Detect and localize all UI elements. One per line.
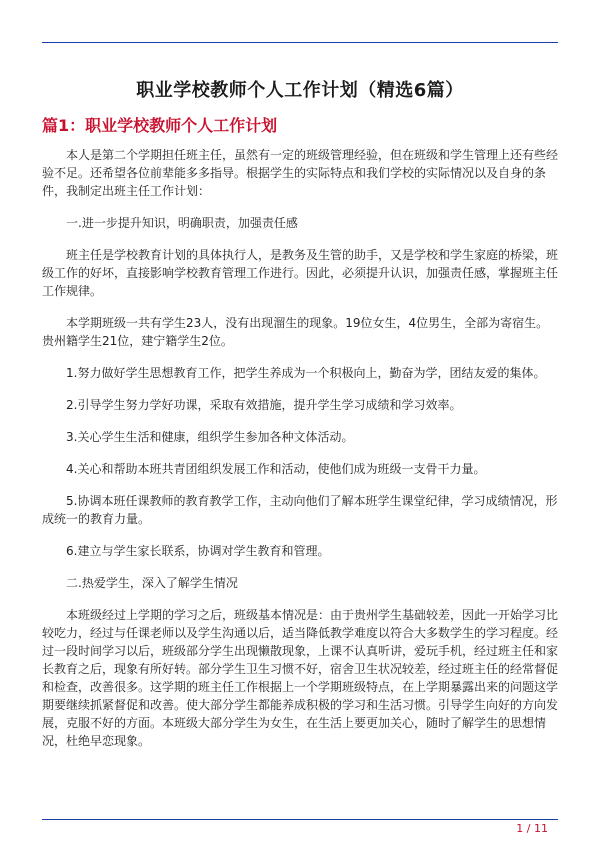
section-heading: 篇1：职业学校教师个人工作计划 — [42, 116, 278, 135]
paragraph-heading-2: 二.热爱学生，深入了解学生情况 — [66, 576, 238, 590]
list-item-5: 5.协调本班任课教师的教育教学工作，主动向他们了解本班学生课堂纪律，学习成绩情况，形成统一的教育力量。 — [42, 494, 558, 526]
paragraph-class-situation: 本班级经过上学期的学习之后，班级基本情况是：由于贵州学生基础较差，因此一开始学习比较吃力，经过与任课老师以及学生沟通以后，适当降低教学难度以符合大多数学生的学习程度。经过一段时间学习以后，班级部分学生出现懒散现象，上课不认真听讲，爱玩手机，经过班主任和家长教育之后，现象有所好转。部分学生卫生习惯不好，宿舍卫生状况较差，经过班主任的经常督促和检查，改善很多。这学期的班主任工作根据上一个学期班级特点，在上学期暴露出来的问题这学期要继续抓紧督促和改善。使大部分学生都能养成积极的学习和生活习惯。引导学生向好的方向发展，克服不好的方面。本班级大部分学生为女生，在生活上要更加关心，随时了解学生的思想情况，杜绝早恋现象。 — [42, 608, 559, 748]
list-item-2: 2.引导学生努力学好功课，采取有效措施，提升学生学习成绩和学习效率。 — [66, 398, 462, 412]
document-title: 职业学校教师个人工作计划（精选6篇） — [136, 80, 464, 101]
page-number: 1 / 11 — [516, 822, 548, 835]
paragraph-intro: 本人是第二个学期担任班主任，虽然有一定的班级管理经验，但在班级和学生管理上还有些经验不足。还希望各位前辈能多多指导。根据学生的实际特点和我们学校的实际情况以及自身的条件，我制定出班主任工作计划： — [42, 148, 559, 198]
paragraph-class-info: 本学期班级一共有学生23人，没有出现溜生的现象。19位女生，4位男生，全部为寄宿生。贵州籍学生21位，建宁籍学生2位。 — [42, 316, 549, 348]
list-item-6: 6.建立与学生家长联系，协调对学生教育和管理。 — [66, 544, 330, 558]
paragraph-heading-1: 一.进一步提升知识，明确职责，加强责任感 — [66, 216, 298, 230]
document-body — [42, 146, 558, 764]
paragraph-role: 班主任是学校教育计划的具体执行人，是教务及生管的助手，又是学校和学生家庭的桥梁，班级工作的好坏，直接影响学校教育管理工作进行。因此，必须提升认识，加强责任感，掌握班主任工作规律。 — [42, 248, 559, 298]
list-item-3: 3.关心学生生活和健康，组织学生参加各种文体活动。 — [66, 430, 354, 444]
top-divider — [42, 42, 558, 43]
bottom-divider — [42, 819, 558, 820]
list-item-4: 4.关心和帮助本班共青团组织发展工作和活动，使他们成为班级一支骨干力量。 — [66, 462, 486, 476]
list-item-1: 1.努力做好学生思想教育工作，把学生养成为一个积极向上，勤奋为学，团结友爱的集体。 — [66, 366, 546, 380]
